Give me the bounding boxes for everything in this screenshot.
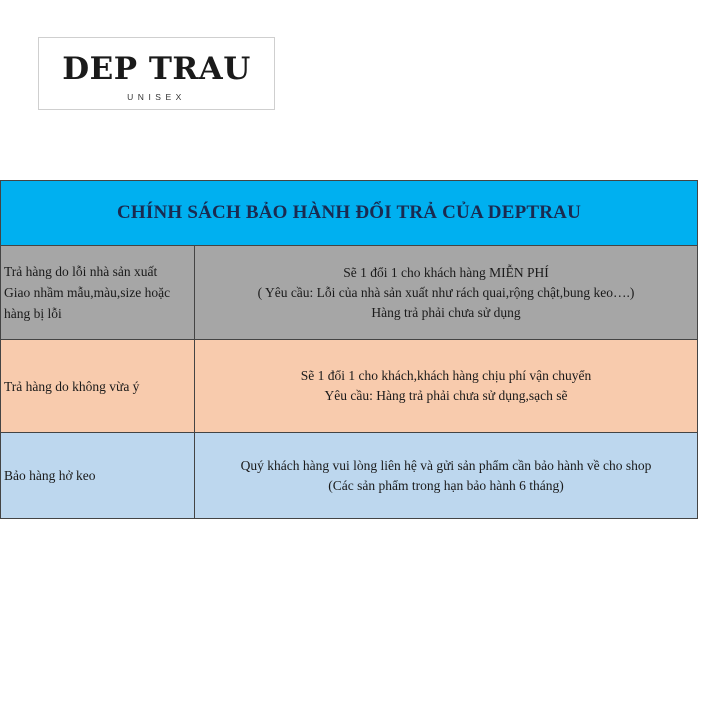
condition-line: Giao nhầm mẫu,màu,size hoặc xyxy=(4,285,171,300)
policy-row-condition xyxy=(1,246,195,339)
terms-line: Hàng trả phải chưa sử dụng xyxy=(371,304,521,320)
logo-tagline: UNISEX xyxy=(127,92,186,102)
policy-row-condition xyxy=(1,433,195,518)
policy-row-terms xyxy=(195,340,697,432)
policy-row-condition xyxy=(1,340,195,432)
condition-line: Trả hàng do không vừa ý xyxy=(4,378,140,394)
terms-line: ( Yêu cầu: Lỗi của nhà sản xuất như rách quai,rộng chật,bung keo….) xyxy=(257,284,635,300)
terms-line: (Các sản phẩm trong hạn bảo hành 6 tháng) xyxy=(328,477,564,493)
condition-line: hàng bị lỗi xyxy=(4,306,62,321)
policy-row-glue-warranty xyxy=(0,433,698,519)
terms-line: Yêu cầu: Hàng trả phải chưa sử dụng,sạch sẽ xyxy=(324,388,568,403)
policy-row-terms xyxy=(195,246,697,339)
policy-row-manufacturer-defect xyxy=(0,246,698,340)
policy-title: CHÍNH SÁCH BẢO HÀNH ĐỔI TRẢ CỦA DEPTRAU xyxy=(0,180,698,246)
condition-line: Trả hàng do lỗi nhà sản xuất xyxy=(4,264,158,279)
terms-line: Sẽ 1 đổi 1 cho khách hàng MIỄN PHÍ xyxy=(343,264,549,280)
policy-row-not-satisfied xyxy=(0,340,698,433)
terms-line: Quý khách hàng vui lòng liên hệ và gửi sản phẩm cần bảo hành về cho shop xyxy=(240,457,652,473)
condition-line: Bảo hàng hở keo xyxy=(4,468,96,483)
brand-logo xyxy=(38,37,275,110)
logo-brand-name: DEP TRAU xyxy=(62,51,251,87)
terms-line: Sẽ 1 đổi 1 cho khách,khách hàng chịu phí vận chuyển xyxy=(300,368,592,383)
policy-row-terms xyxy=(195,433,697,518)
warranty-policy-table xyxy=(0,180,698,519)
